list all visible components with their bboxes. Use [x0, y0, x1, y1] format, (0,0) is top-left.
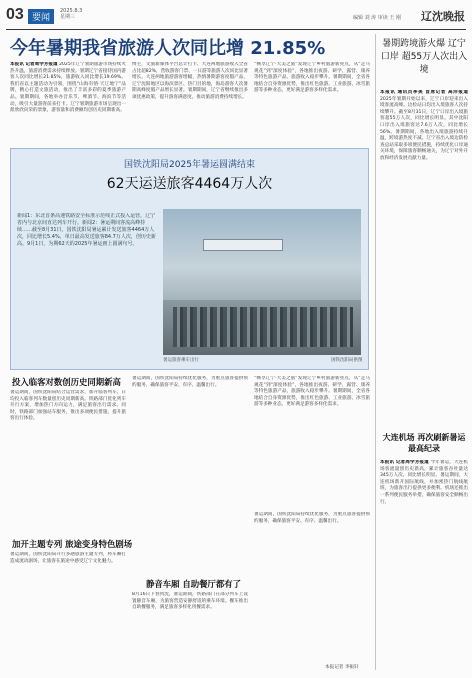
article2-text: 博主，文旅新媒体平台总计打卡、大连两地旅游收入全省占比超82%，营收游客门票、一日游等旅游人次同比显著增长。大连两地旅游游客增幅，热情暑期游客度假产品，辽宁沈阳地区以海滨景区、热门目的地，海岛游客人次暑期高峰度假产品增长显著。暑期期间，辽宁省继续推出多项优惠政策，提升游客满意度，推动旅游消费持续增长。 [132, 62, 248, 100]
station-photo [163, 209, 361, 355]
article1-text: 本报讯 记者周学芳报道 2025年辽宁暑期旅游市场持续火热升温，旅游消费需求持续释放。暑期辽宁省接待国内游客人次同比增长21.85%，旅游收入同比增长19.69%。我们省以主题活动为引领，围绕“山海有情·天辽地宁”品牌，精心打造文旅活动，推出了丰富多彩的夏季旅游产品。暑期期间，各地举办音乐节、啤酒节、海滨节等活动，吸引大量游客前来打卡。辽宁暑期旅游市场呈现出一派欣欣向荣的景象，游客量和消费额均创历史同期新高。 [10, 62, 126, 114]
editors-line: 编辑 刘 涛 审读 王 刚 [353, 15, 401, 21]
subhead-1: 投入临客对数创历史同期新高 [12, 377, 121, 387]
subhead-3: 静音车厢 自助餐厅都有了 [146, 579, 242, 589]
feature-text: 新闻1：东北首条高速铁路安全标准示范线正式投入运营，辽宁省内与北京间直达列车开行。新闻2：暑运期间客流高峰持续……截至8月31日，国铁沈阳局暑运累计发送旅客4464万人次，同比增长5.4%，单日最高发送旅客84.7万人次，创历史新高。9月1日，为期62天的2025年暑运画上圆满句号。 [17, 213, 156, 247]
article3-text: “畅享辽宁·大美之旅”发现辽宁乡村旅游新亮点，从“走马观花”到“深度体验”，各地推出夜游、研学、露营、康养等特色旅游产品，旅游收入稳步攀升。暑期期间，全省各地结合自身资源优势，推出红色旅游、工业旅游、冰雪旅游等多种业态，更好满足游客多样化需求。 [254, 62, 370, 94]
page-header [6, 6, 466, 28]
feature-title: 62天运送旅客4464万人次 [106, 176, 273, 192]
page-number: 03 [6, 6, 24, 23]
right-headline: 暑期跨境游火爆 辽宁口岸 超55万人次出入境 [380, 39, 468, 75]
column-divider [375, 34, 376, 670]
issue-date: 2025.8.3 星期三 [60, 8, 83, 20]
sub2-text: 暑运期间，国铁沈阳局开行多趟旅游主题专列，将车厢打造成流动剧场，让旅客在旅途中感受辽宁文化魅力。 [10, 552, 126, 564]
right-byline: 本报讯 通讯员李美 首席记者 高洋报道 [380, 90, 468, 95]
feature-subtitle: 国铁沈阳局2025年暑运圆满结束 [124, 160, 255, 170]
feature-box [10, 148, 369, 370]
right-article-text: 本报讯 通讯员李美 首席记者 高洋报道 2025年暑期开始以来，辽宁口岸迎来出入境客流高峰。边检站日均出入境旅客人次持续攀升。截至8月31日，辽宁口岸出入境旅客超55万人次，同比增长明显。其中沈阳口岸出入境旅客达7.6万人次，同比增长56%。暑期期间，各地出入境旅游持续升温，跨境游热度不减。辽宁省出入境边防检查总站采取多项便民措施，持续优化口岸通关环境，保障旅客顺畅通关，为辽宁对外开放和经济发展贡献力量。 [380, 90, 468, 161]
right-second-text: 本报讯 记者周学芳报道 今年暑运，大连机场客流量创历史新高，累计旅客吞吐量达345万人次，同比增长明显。暑运期间，大连机场新开国际航线，并加密热门航线航班，为旅客出行提供更多便利。机场还推出一系列便民服务举措，确保旅客安全顺畅出行。 [380, 460, 468, 505]
newspaper-logo: 辽沈晚报 [421, 10, 465, 23]
right-second-byline: 本报讯 记者周学芳报道 [380, 460, 429, 465]
photo-crowd [173, 307, 353, 347]
right-second-headline: 大连机场 再次刷新暑运最高纪录 [382, 433, 466, 453]
col3-lower-text: 暑运期间，国铁沈阳局持续优化服务，为重点旅客提供预约服务，确保旅客平安、有序、温馨出行。 [254, 512, 370, 524]
reporter-credit: 本报记者 李振轩 [325, 665, 359, 670]
sub2-col-text: 暑运期间，国铁沈阳局持续优化服务，为重点旅客提供预约服务，确保旅客平安、有序、温馨出行。 [132, 376, 248, 388]
sub3-text: 8月16日下春到沈，暑运期间，铁路部门在部分列车上设置静音车厢，为旅客营造安静舒适的乘车环境。餐车推出自助餐服务，满足旅客多样化用餐需求。 [132, 592, 248, 611]
photo-credit: 国铁沈阳局供图 [331, 358, 363, 363]
col3-text: “畅享辽宁·大美之旅”发现辽宁乡村旅游新亮点，从“走马观花”到“深度体验”，各地推出夜游、研学、露营、康养等特色旅游产品，旅游收入稳步攀升。暑期期间，全省各地结合自身资源优势，推出红色旅游、工业旅游、冰雪旅游等多种业态，更好满足游客多样化需求。 [254, 376, 370, 408]
photo-caption: 暑运旅客乘车出行 [163, 358, 199, 363]
photo-sign [203, 239, 283, 251]
section-badge: 要闻 [28, 9, 54, 24]
header-divider [6, 29, 466, 30]
article1-byline: 本报讯 记者周学芳报道 [10, 62, 58, 67]
main-headline: 今年暑期我省旅游人次同比增 21.85% [10, 38, 326, 59]
subhead-2: 加开主题专列 旅途变身特色剧场 [12, 539, 133, 549]
sub1-text: 暑运期间，国铁沈阳局结合运营需求，加开临客列车，日均投入临客列车数量创历史同期新高。铁路部门优化列车开行方案，增加热门方向运力，满足旅客出行需求。同时，铁路部门加强站车服务，推出多项便民措施，提升旅客出行体验。 [10, 390, 126, 422]
